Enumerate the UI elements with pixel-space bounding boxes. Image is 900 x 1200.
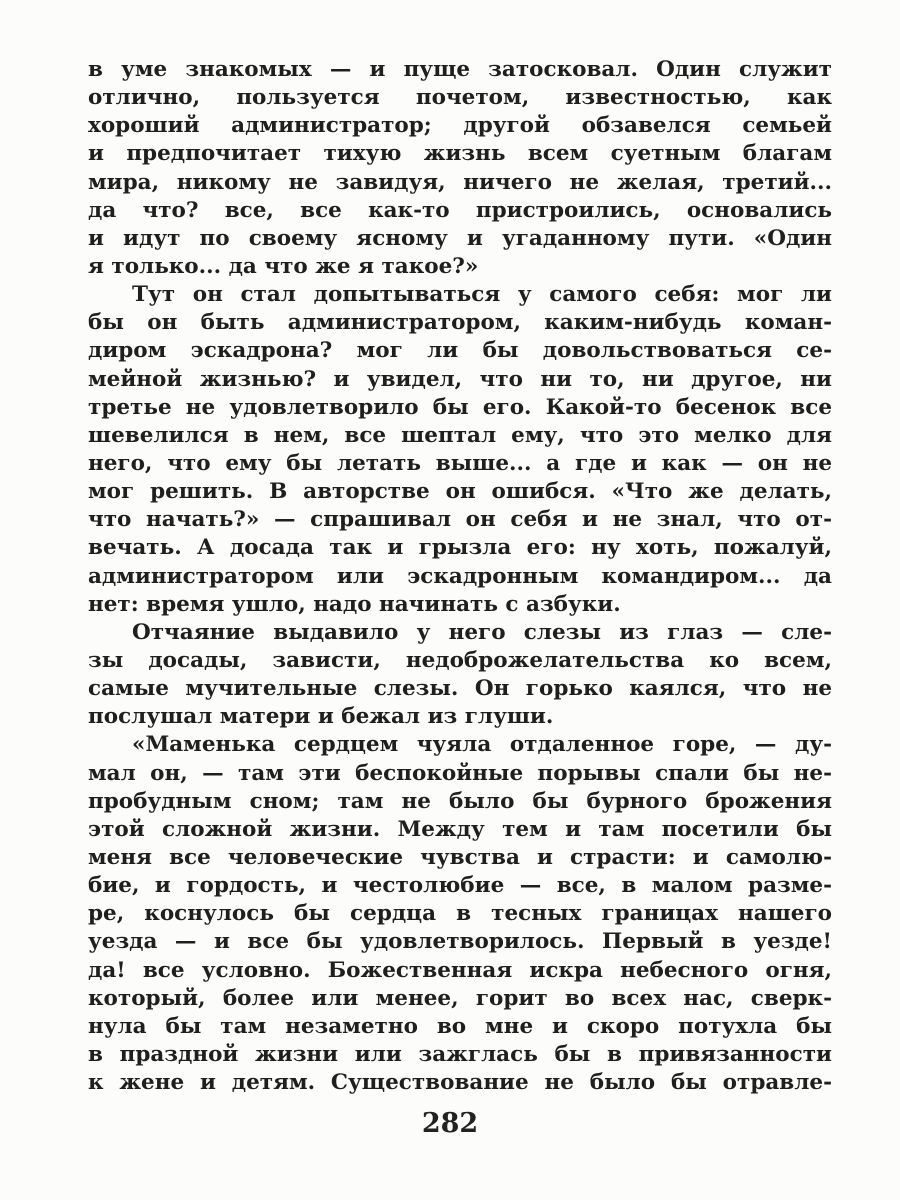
text-line: этой сложной жизни. Между тем и там посетили бы xyxy=(88,816,832,842)
text-line: да! все условно. Божественная искра небесного огня, xyxy=(88,957,832,983)
text-line: бы он быть администратором, каким-нибудь коман- xyxy=(88,310,832,336)
text-line: администратором или эскадронным командиром... да xyxy=(88,563,832,589)
text-line: него, что ему бы летать выше... а где и как — он не xyxy=(88,450,832,476)
text-line: отлично, пользуется почетом, известностью, как xyxy=(88,85,832,111)
text-line: к жене и детям. Существование не было бы отравле- xyxy=(88,1070,832,1096)
text-line: меня все человеческие чувства и страсти: и самолю- xyxy=(88,844,832,870)
text-line: мал он, — там эти беспокойные порывы спали бы не- xyxy=(88,760,832,786)
text-line: Тут он стал допытываться у самого себя: мог ли xyxy=(132,282,832,308)
text-line: и предпочитает тихую жизнь всем суетным благам xyxy=(88,141,832,167)
text-line: ре, коснулось бы сердца в тесных границах нашего xyxy=(88,901,832,927)
text-line: вечать. А досада так и грызла его: ну хоть, пожалуй, xyxy=(88,535,832,561)
text-line: который, более или менее, горит во всех нас, сверк- xyxy=(88,985,832,1011)
text-line: зы досады, зависти, недоброжелательства ко всем, xyxy=(88,647,832,673)
page-number: 282 xyxy=(421,1108,479,1139)
text-line: в уме знакомых — и пуще затосковал. Один служит xyxy=(88,57,832,82)
text-line: диром эскадрона? мог ли бы довольствоваться се- xyxy=(88,338,832,364)
text-line: хороший администратор; другой обзавелся семьей xyxy=(88,113,832,139)
text-line: самые мучительные слезы. Он горько каялся, что не xyxy=(88,676,832,702)
text-line: послушал матери и бежал из глуши. xyxy=(88,704,554,730)
text-line: пробудным сном; там не было бы бурного брожения xyxy=(88,788,832,814)
text-line: я только... да что же я такое?» xyxy=(88,253,479,279)
text-line: шевелился в нем, все шептал ему, что это мелко для xyxy=(88,422,832,448)
text-line: и идут по своему ясному и угаданному пути. «Один xyxy=(88,225,832,251)
text-line: нет: время ушло, надо начинать с азбуки. xyxy=(88,591,621,617)
paragraph xyxy=(88,281,832,619)
text-line: мог решить. В авторстве он ошибся. «Что же делать, xyxy=(88,479,832,505)
text-line: да что? все, все как-то пристроились, основались xyxy=(88,197,832,223)
text-line: мира, никому не завидуя, ничего не желая, третий... xyxy=(88,169,832,195)
text-line: «Маменька сердцем чуяла отдаленное горе, — ду- xyxy=(132,732,832,758)
text-line: бие, и гордость, и честолюбие — все, в малом разме- xyxy=(88,873,832,899)
paragraph xyxy=(88,731,832,1097)
text-line: в праздной жизни или зажглась бы в привязанности xyxy=(88,1041,832,1067)
paragraph xyxy=(88,619,832,732)
text-line: уезда — и все бы удовлетворилось. Первый в уезде! xyxy=(88,929,832,955)
text-line: нула бы там незаметно во мне и скоро потухла бы xyxy=(88,1013,832,1039)
text-line: что начать?» — спрашивал он себя и не знал, что от- xyxy=(88,507,832,533)
text-line: мейной жизнью? и увидел, что ни то, ни другое, ни xyxy=(88,366,832,392)
text-line: Отчаяние выдавило у него слезы из глаз — сле- xyxy=(132,619,832,645)
paragraph xyxy=(88,56,832,281)
text-line: третье не удовлетворило бы его. Какой-то бесенок все xyxy=(88,394,832,420)
body-text xyxy=(88,56,832,1097)
